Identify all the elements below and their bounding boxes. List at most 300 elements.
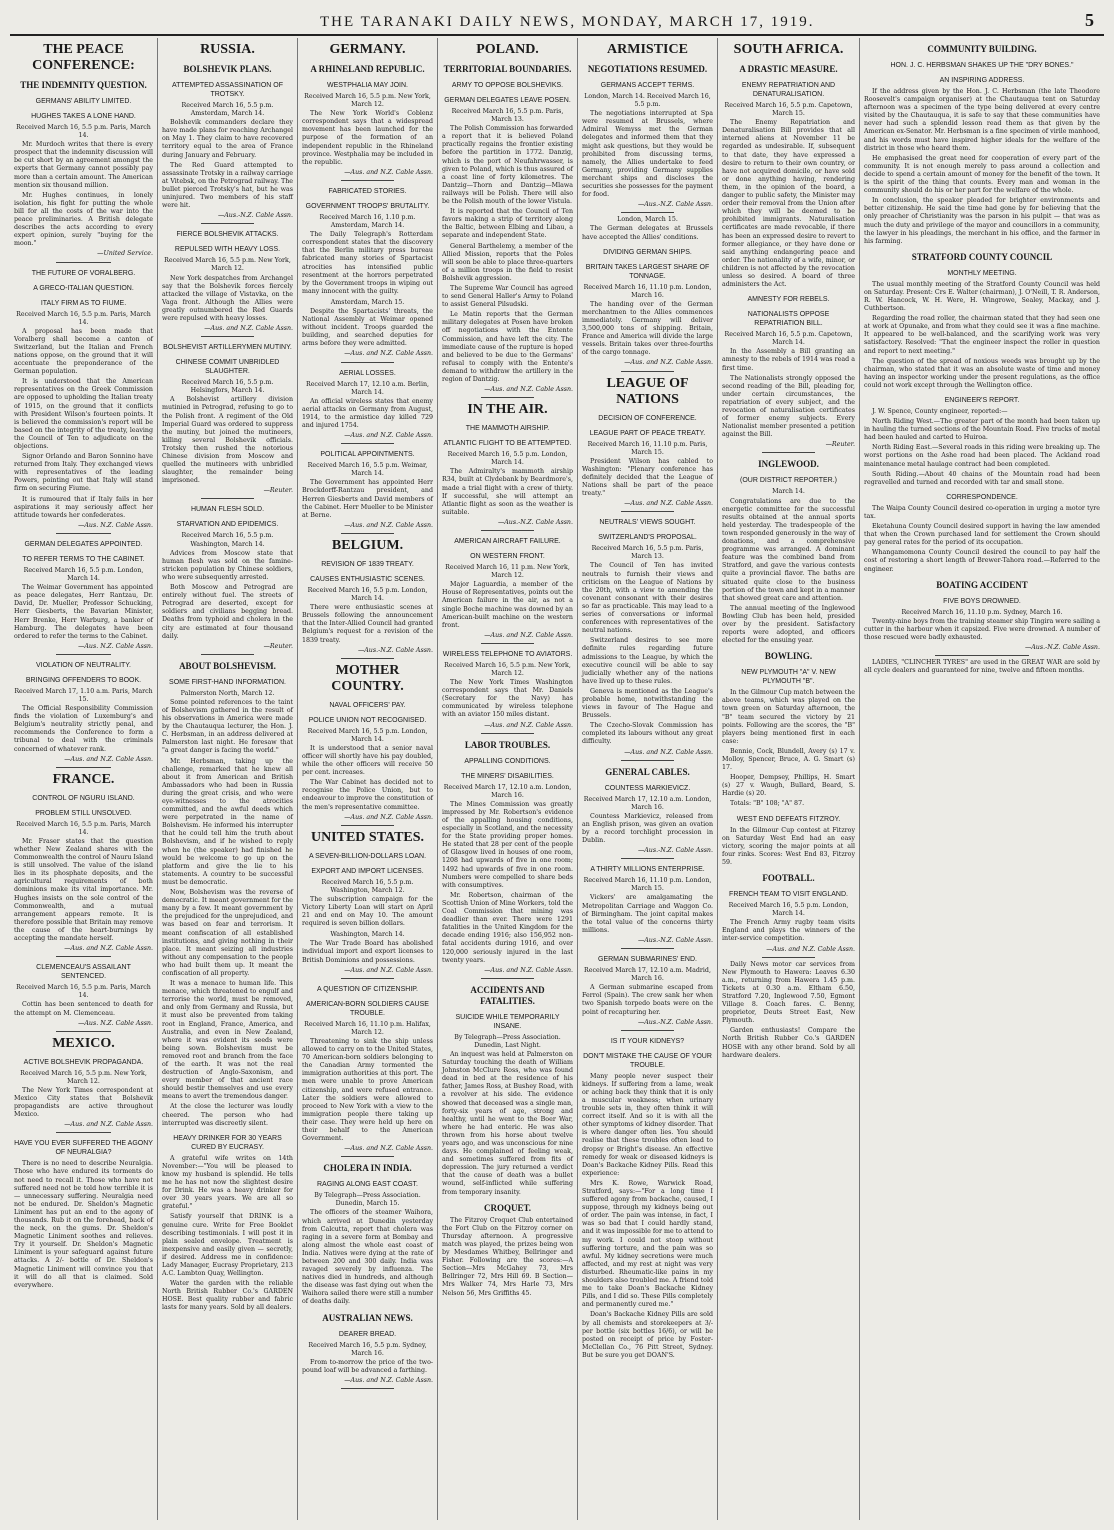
source-credit: —Aus. N.Z. Cable Assn. (78, 521, 153, 529)
article-heading: FOOTBALL. (762, 873, 815, 884)
divider-rule (56, 956, 112, 957)
paragraph: It is understood that the American representatives on the Greek Commission are opposed to upholding the Italian treaty of 1915, on the ground that it conflicts with President Wilson's fourteen points. It is believed the commission's report will be based on the integrity of the treaty, leaving the Council of Ten to adjudicate on the objections. (14, 378, 153, 450)
divider-rule (201, 498, 253, 499)
dateline: London, March 15. (617, 216, 678, 224)
article-heading: ABOUT BOLSHEVISM. (179, 660, 276, 671)
article-subheading: SWITZERLAND'S PROPOSAL. (598, 534, 697, 542)
article-subheading: DIVIDING GERMAN SHIPS. (603, 248, 692, 256)
article-subheading: ATLANTIC FLIGHT TO BE ATTEMPTED. (443, 440, 572, 448)
article-heading: AUSTRALIAN NEWS. (322, 1312, 413, 1323)
source-credit: —Aus. and N.Z. Cable Assn. (64, 945, 153, 953)
article-heading: STRATFORD COUNTY COUNCIL (911, 251, 1053, 262)
paragraph: The Mines Commission was greatly impressed by Mr. Robertson's evidence of the appalling housing conditions, especially in Scotland, and the necessity for the State providing proper homes. He stated that 28 per cent of the people of Glasgow lived in houses of one room, 1208 had upwards of five in one room; 1492 had upwards of five in one room. Numbers were compelled to share beds with consumptives. (442, 800, 573, 889)
dateline: Received March 16, 5.5 p.m. New York, March 12. (164, 257, 291, 273)
source-credit: —Aus. and N.Z. Cable Assn. (344, 521, 433, 529)
divider-rule (762, 957, 815, 958)
source-credit: —Aus. and N.Z. Cable Assn. (624, 500, 713, 508)
article-heading: THE INDEMNITY QUESTION. (20, 80, 147, 90)
article-subheading: BRITAIN TAKES LARGEST SHARE OF TONNAGE. (585, 263, 710, 280)
article-subheading: SUICIDE WHILE TEMPORARILY INSANE. (455, 1013, 560, 1030)
section-heading: MEXICO. (52, 1035, 115, 1051)
paragraph: Regarding the road roller, the chairman stated that they had seen one at work at Opunake, and from what they could see it was a fine machine. It appeared to be well-balanced, and the scarifying work was very satisfactory. Resolved: "That the engineer inspect the roller in question and report to next meeting." (864, 315, 1100, 355)
dateline: Received March 17, 12.10 a.m. Madrid, March 16. (584, 967, 711, 983)
paragraph: At the close the lecturer was loudly cheered. The person who had interrupted was discreetly silent. (162, 1103, 293, 1127)
divider-rule (621, 1030, 673, 1031)
column-4 (438, 38, 578, 1520)
paragraph: The Waipa County Council desired co-operation in urging a motor tyre tax. (864, 504, 1100, 520)
divider-rule (341, 1156, 393, 1157)
paragraph: The usual monthly meeting of the Stratford County Council was held on Saturday. Present: Crs E. Walter (chairman), J. O'Neill, T. R. Anderson, R. W. Hancock, W. H. Were, H. Wingrowe, Sealey, Mackay, and J. Cuthbertson. (864, 280, 1100, 313)
paragraph: Eketahuna County Council desired support in having the law amended that when the Crown purchased land for settlement the Crown should pay general rates for the period of its occupation. (864, 523, 1100, 547)
dateline: Received March 16, 1.10 p.m. Amsterdam, March 14. (319, 213, 416, 230)
dateline: Amsterdam, March 15. (330, 298, 405, 306)
divider-rule (56, 654, 112, 655)
source-credit: —Aus. and N.Z. Cable Assn. (344, 1376, 433, 1384)
divider-rule (621, 858, 673, 859)
article-subheading: GERMAN DELEGATES APPOINTED. (24, 540, 143, 548)
article-subheading: A SEVEN-BILLION-DOLLARS LOAN. (308, 852, 427, 860)
column-body (14, 42, 153, 1290)
source-credit: —Aus. N.Z. Cable Assn. (78, 1019, 153, 1027)
paragraph: He emphasised the great need for cooperation of every part of the community. It is not enough merely to pass around a collection and decide to spend a certain amount of money for the benefit of the town. It is the spirit of the thing that counts. Every man and woman in the community should do his or her part for the welfare of the whole. (864, 154, 1100, 195)
article-subheading: MONTHLY MEETING. (947, 269, 1017, 277)
dateline: Received March 16, 5.5 p.m. London, March 14. (728, 902, 849, 918)
paragraph: The New York Times correspondent at Mexico City states that Bolshevik propagandists are active throughout Mexico. (14, 1086, 153, 1119)
paragraph: Switzerland desires to see more definite rules regarding future admissions to the League, by which the executive council will be able to say judicially whether any of the nations have lived up to these rules. (582, 637, 713, 685)
source-credit: —Aus.-N.Z. Cable Assn. (357, 646, 433, 654)
paragraph: There is no need to describe Neuralgia. Those who have endured its torments do not need to recall it. Those who have not suffered need not be told how terrible it is — unnecessary suffering. Neuralgia need not be endured. Dr. Sheldon's Magnetic Liniment has put an end to the agony of thousands. Rub it on the forehead, back of the neck, on the gums. Dr. Sheldon's Magnetic Liniment soothes and relieves. Try it yourself. Dr. Sheldon's Magnetic Liniment is your safeguard against future attacks. A 2/- bottle of Dr. Sheldon's Magnetic Liniment will convince you that it will do all that is claimed. Sold everywhere. (14, 1160, 153, 1289)
article-subheading: THE MINERS' DISABILITIES. (461, 772, 554, 780)
article-subheading: AMERICAN-BORN SOLDIERS CAUSE TROUBLE. (306, 1000, 429, 1017)
section-heading: POLAND. (476, 42, 539, 57)
paragraph: Twenty-nine boys from the training steamer ship Tingira were sailing a cutter in the harbour when it capsized. Five were drowned. A number of those rescued were badly exhausted. (864, 617, 1100, 641)
source-credit: —Aus. and N.Z. Cable Assn. (344, 432, 433, 440)
divider-rule (621, 371, 673, 372)
paragraph: From to-morrow the price of the two-pound loaf will be advanced a farthing. (302, 1358, 433, 1374)
paragraph: North Riding West.—The greater part of the month had been taken up in hauling the turned sections of the Mountain Road. Five trucks of metal had been hauled and carted to Huiroa. (864, 418, 1100, 442)
section-heading: BELGIUM. (331, 537, 404, 553)
column-body (442, 42, 573, 1298)
dateline: Received March 16, 5.5 p.m. London, March 14. (307, 586, 428, 603)
dateline: Received March 16, 11.10 p.m. Sydney, March 16. (901, 608, 1063, 616)
source-credit: —Aus. and N.Z. Cable Assn. (344, 1145, 433, 1153)
paragraph: Some pointed references to the taint of Bolshevism gathered in the result of his observations in America were made by the Chautauqua lecturer, the Hon. J. C. Herbsman, in an address delivered at Palmerston last night. He foresaw that "a great danger is facing the world." (162, 698, 293, 755)
paragraph: Threatening to sink the ship unless allowed to carry on to the United States, 70 American-born soldiers belonging to the Canadian Army tormented the immigration authorities at this port. The men were unable to prove American citizenship, and were refused entrance. Later the soldiers were allowed to proceed to New York with a view to the immigration people there taking up their case. They were held up here on their behalf to the American Government. (302, 1037, 433, 1143)
source-credit: —Aus. and N.Z. Cable Assn. (344, 813, 433, 821)
source-credit: —Reuter. (825, 441, 855, 449)
paragraph: Vickers' are amalgamating the Metropolitan Carriage and Waggon Co. of Birmingham. The joint capital makes the total value of the concerns thirty millions. (582, 894, 713, 934)
paragraph: The question of the spread of noxious weeds was brought up by the chairman, who stated that it was an absolute waste of time and money having an inspector working under the present regulations, as the office could not work except through the Wellington office. (864, 357, 1100, 389)
dateline: Received March 16, 5.5 p.m. Helsingfors, March 14. (181, 379, 274, 395)
paragraph: Advices from Moscow state that human flesh was sold on the famine-stricken population by Chinese soldiers, who were subsequently arrested. (162, 549, 293, 581)
paragraph: Mr. Hughes continues, in lonely isolation, his fight for putting the whole bill for all the costs of the war into the peace preliminaries. A British delegate describes the acts according to every expert opinion, surely "buying for the moon." (14, 191, 153, 248)
source-credit: —Reuter. (263, 487, 293, 495)
source-credit: —Reuter. (263, 642, 293, 650)
dateline: Received March 16, 5.5 p.m. Paris, March 13. (451, 108, 564, 124)
article-subheading: AN INSPIRING ADDRESS. (939, 77, 1025, 84)
divider-rule (621, 511, 673, 512)
paragraph: Mr. Fraser states that the question whether New Zealand shares with the Commonwealth the control of Nauru Island is still unsolved. The value of the island lies in its phosphate deposits, and the agricultural requirements of both dominions make its vital importance. Mr. Hughes insists on the sole control of the Commonwealth, and a mutual arrangement appears remote. It is therefore possible that Britain may remove the cause of the heart-burnings by accepting the mandate herself. (14, 837, 153, 943)
article-subheading: NATIONALISTS OPPOSE REPATRIATION BILL. (747, 311, 830, 328)
divider-rule (201, 223, 253, 224)
source-credit: —Aus. and N.Z. Cable Assn. (64, 1121, 153, 1129)
dateline: Received March 16, 5.5 p.m. London, March 14. (23, 566, 144, 583)
article-subheading: HUMAN FLESH SOLD. (190, 506, 265, 514)
source-credit: —Aus.-N.Z. Cable Assn. (1024, 643, 1100, 651)
divider-rule (621, 212, 673, 213)
page-number: 5 (1085, 10, 1096, 30)
divider-rule (481, 978, 533, 979)
article-subheading: POLITICAL APPOINTMENTS. (320, 451, 415, 459)
article-subheading: NAVAL OFFICERS' PAY. (329, 701, 406, 709)
paragraph: It is rumoured that if Italy fails in her aspirations it may seriously affect her attitude towards her confederates. (14, 495, 153, 519)
paragraph: President Wilson has cabled to Washington: "Plenary conference has definitely decided that the League of Nations shall be part of the peace treaty." (582, 457, 713, 498)
section-heading: ARMISTICE (607, 42, 688, 57)
article-heading: BOWLING. (764, 651, 813, 662)
dateline: Received March 16, 11 p.m. New York, March 12. (445, 564, 570, 580)
paragraph: The New York World's Coblenz correspondent says that a widespread movement has been launched for the purpose of the formation of an independent republic in the Rhineland province. Westphalia may be included in the republic. (302, 110, 433, 166)
article-subheading: HON. J. C. HERBSMAN SHAKES UP THE "DRY BONES." (890, 62, 1074, 69)
paragraph: The French Army rugby team visits England and plays the winners of the inter-service competition. (722, 919, 855, 943)
article-heading: GENERAL CABLES. (605, 766, 690, 777)
article-subheading: FIERCE BOLSHEVIK ATTACKS. (176, 231, 279, 239)
paragraph: Congratulations are due to the energetic committee for the successful results obtained at the annual sports held yesterday. The tradespeople of the town responded generously in the way of donations, and a comprehensive programme was arranged. A dominant feature was the combined band from Stratford, and gave the various contests quite a provincial flavor. The baths are situated quite close to the business portion of the town and kept in a manner that showed great care and attention. (722, 497, 855, 602)
column-3 (298, 38, 438, 1520)
section-heading: LEAGUE OF NATIONS (606, 375, 689, 407)
section-heading: IN THE AIR. (467, 402, 548, 418)
article-subheading: GERMANS' ABILITY LIMITED. (35, 98, 132, 105)
paragraph: The Government has appointed Herr Brockdorff-Rantzau president, and Herren Giesberts and David members of the Cabinet. Herr Mueller to be Minister at Berne. (302, 479, 433, 519)
paragraph: The handing over of the German merchantmen to the Allies commences immediately. Germany will deliver 3,500,000 tons of shipping. Britain, France and America will divide the large vessels. Britain takes over three-fourths of the cargo tonnage. (582, 300, 713, 357)
article-heading: BOATING ACCIDENT (936, 579, 1028, 590)
paragraph: Daily News motor car services from New Plymouth to Hawera: Leaves 6.30 a.m., returning from Hawera 1.45 p.m. Tickets at 0.30 a.m. Eltham 6.50, Stratford 7.20, Inglewood 7.50, Egmont Village 8. Coach fares. C. Benny, proprietor, Deuts Street East, New Plymouth. (722, 960, 855, 1025)
paragraph: The Official Responsibility Commission finds the violation of Luxemburg's and Belgium's neutrality strictly penal, and recommends the Conference to form a tribunal to deal with the criminals concerned of whatever rank. (14, 705, 153, 753)
paragraph: The officers of the steamer Waihora, which arrived at Dunedin yesterday from Calcutta, report that cholera was raging in a severe form at Bombay and along almost the whole east coast of India. Natives were dying at the rate of between 200 and 300 daily. India was ravaged severely by influenza. The natives died in hundreds, and although the disease was fast dying out when the Waihora sailed there were still a number of deaths daily. (302, 1209, 433, 1306)
article-subheading: BRINGING OFFENDERS TO BOOK. (25, 676, 142, 684)
dateline: Palmerston North, March 12. (180, 689, 275, 697)
source-credit: —Aus. and N.Z. Cable Assn. (484, 966, 573, 974)
article-subheading: A QUESTION OF CITIZENSHIP. (317, 985, 418, 993)
article-heading: A DRASTIC MEASURE. (739, 64, 838, 74)
section-heading: FRANCE. (52, 771, 115, 787)
article-heading: CROQUET. (483, 1202, 532, 1213)
source-credit: —Aus. and N.Z. Cable Assn. (624, 748, 713, 756)
divider-rule (481, 643, 533, 644)
paragraph: A grateful wife writes on 14th November:—"You will be pleased to know my husband is splendid. He tells me he has not now the slightest desire for Drink. He was a heavy drinker for over 30 years years. We are all so grateful." (162, 1154, 293, 1211)
article-subheading: AMERICAN AIRCRAFT FAILURE. (454, 538, 561, 546)
article-subheading: CORRESPONDENCE. (946, 493, 1018, 501)
paragraph: Many people never suspect their kidneys. If suffering from a lame, weak or aching back they think that it is only a muscular weakness; when urinary trouble sets in, they often think it will correct itself. And so it is with all the other symptoms of kidney disorder. That is where danger often lies. You should realise that these troubles often lead to dropsy or Bright's disease. An effective remedy for weak or diseased kidneys is Doan's Backache Kidney Pills. Read this experience: (582, 1072, 713, 1177)
dateline: Received March 16, 11.10 p.m. London, March 15. (583, 877, 712, 893)
dateline: London, March 14. Received March 16, 5.5 p.m. (584, 93, 711, 109)
article-subheading: ENGINEER'S REPORT. (944, 397, 1020, 404)
divider-rule (621, 760, 673, 761)
article-subheading: FIVE BOYS DROWNED. (943, 597, 1021, 605)
paragraph: Signor Orlando and Baron Sonnino have returned from Italy. They exchanged views with representatives of the leading Powers, pointing out that Italy will stand firm on securing Fiume. (14, 453, 153, 493)
source-credit: —United Service. (97, 250, 153, 258)
dateline: March 14. (772, 488, 805, 496)
paragraph: The subscription campaign for the Victory Liberty Loan will start on April 21 and end on May 10. The amount required is seven billion dollars. (302, 895, 433, 928)
article-subheading: EXPORT AND IMPORT LICENSES. (311, 867, 424, 875)
article-subheading: DECISION OF CONFERENCE. (598, 414, 697, 422)
dateline: Received March 16, 5.5 p.m. New York, March 12. (20, 1069, 147, 1085)
divider-rule (56, 1132, 112, 1133)
article-subheading: TO REFER TERMS TO THE CABINET. (22, 555, 145, 563)
paragraph: Now, Bolshevism was the reverse of democratic. It meant government for the many by a few. It meant government by the prejudiced for the unprejudiced, and was based on fear and terrorism. It meant confiscation of all established institutions, and giving nothing in their place. It meant seizing all industries without any compensation to the people who had built them up. It meant the confiscation of all property. (162, 889, 293, 977)
dateline: Received March 16, 5.5 p.m. Sydney, March 16. (308, 1341, 427, 1357)
paragraph: An inquest was held at Palmerston on Saturday touching the death of William Johnston McClure Ross, who was found dead in bed at the residence of his father, James Ross, at Bushey Road, with a revolver at his side. The evidence showed that deceased was a single man, forty-six years of age, strong and healthy, until he went to the Boer War, where he had enteric. He was also thrown from his horse about twelve years ago, and was unconscious for nine days. He complained of feeling weak, and sometimes suffered from fits of depression. The jury returned a verdict that the cause of death was a bullet wound, self-inflicted while suffering from temporary insanity. (442, 1050, 573, 1196)
column-body (864, 44, 1100, 675)
article-subheading: WIRELESS TELEPHONE TO AVIATORS. (442, 650, 573, 658)
divider-rule (481, 733, 533, 734)
paragraph: New York despatches from Archangel say that the Bolshevik forces fiercely attacked the village of Vistavka, on the Vaga front. Although the Allies were greatly outnumbered the Red Guards were repulsed with heavy losses. (162, 274, 293, 322)
paragraph: The Council of Ten has invited neutrals to furnish their views and criticism on the League of Nations by the 20th, with a view to amending the covenant consonant with their desires so far as practicable. This may lead to a series of conversations or informal conferences with representatives of the neutral nations. (582, 562, 713, 635)
divider-rule (201, 654, 253, 655)
divider-rule (201, 336, 253, 337)
column-body (162, 42, 293, 1313)
paragraph: Mr. Robertson, chairman of the Scottish Union of Mine Workers, told the Coal Commission that mining was deadlier than ever. There were 1291 fatalities in the United Kingdom for the decade ending 1916; also 156,952 non-fatal accidents during 1916, and over 120,000 seriously injured in the last twenty years. (442, 891, 573, 964)
divider-rule (481, 530, 533, 531)
paragraph: Le Matin reports that the German military delegates at Posen have broken off negotiations with the Entente Commission, and have left the city. The immediate cause of the rupture is hoped and believed to be due to the Germans' refusal to comply with the Entente's demand to withdraw the artillery in the region of Dantzig. (442, 311, 573, 383)
divider-rule (341, 825, 393, 826)
dateline: Washington, March 14. (330, 931, 405, 939)
dateline: Received March 16, 5.5 p.m. New York, March 12. (304, 93, 431, 109)
paragraph: North Riding East.—Several roads in this riding were breaking up. The worst portions on the Ashe road had been placed. The Ackland road maintenance metal haulage contract had been completed. (864, 444, 1100, 468)
source-credit: —Aus. and N.Z. Cable Assn. (344, 966, 433, 974)
divider-rule (341, 443, 393, 444)
source-credit: —Aus. and N.Z. Cable Assn. (484, 721, 573, 729)
article-subheading: NEW PLYMOUTH "A" V. NEW PLYMOUTH "B". (741, 669, 836, 686)
paragraph: Geneva is mentioned as the League's probable home, notwithstanding the views in favour of The Hague and Brussels. (582, 687, 713, 720)
paragraph: General Barthelemy, a member of the Allied Mission, reports that the Poles will soon be able to place three-quarters of a million troops in the field to resist Bolshevik aggression. (442, 242, 573, 282)
paragraph: Mr. Murdoch writes that there is every prospect that the indemnity discussion will be cut short by an agreement amongst the experts that Germany cannot possibly pay more than a certain amount. The American mention six thousand million. (14, 141, 153, 189)
article-subheading: STARVATION AND EPIDEMICS. (176, 521, 279, 529)
paragraph: Despite the Spartacists' threats, the National Assembly at Weimar opened without incident. Troops guarded the building, and searched deputies for arms before they were admitted. (302, 307, 433, 348)
divider-rule (762, 452, 815, 453)
article-subheading: CLEMENCEAU'S ASSAILANT SENTENCED. (36, 964, 131, 981)
paragraph: In conclusion, the speaker pleaded for brighter environments and better citizenship. He said the time had gone by for believing that the only preacher of Christianity was the parson in his pulpit — that was as much the duty and privilege of the mayor and councillors in a community, the lawyer in his pleadings, the merchant in his office, and the farmer in his farming. (864, 197, 1100, 245)
paragraph: The Polish Commission has forwarded a report that it is believed Poland practically regains the frontier existing before the partition in 1772. Danzig, which is the port of Neufahrwasser, is given to Poland, which is thus assured of a coast line of forty kilometres. The Dantzig—Thorn and Dantzig—Mlawa railways will be Polish. There will also be the Polish mouth of the lower Vistula. (442, 125, 573, 206)
source-credit: —Aus. and N.Z. Cable Assn. (64, 755, 153, 763)
column-body (722, 42, 855, 1060)
dateline: Received March 16, 5.5 p.m. Paris, March 14. (16, 310, 151, 326)
article-subheading: GERMAN DELEGATES LEAVE POSEN. (444, 97, 571, 104)
dateline: Received March 16, 11.10 p.m. London, March 16. (583, 283, 712, 299)
article-subheading: A GRECO-ITALIAN QUESTION. (33, 284, 134, 292)
article-subheading: LEAGUE PART OF PEACE TREATY. (589, 429, 706, 437)
article-heading: A RHINELAND REPUBLIC. (310, 64, 425, 74)
article-heading: INGLEWOOD. (758, 459, 819, 470)
dateline: Received March 16, 5.5 p.m. Washington, March 14. (181, 532, 274, 548)
paragraph: A proposal has been made that Voralberg shall become a canton of Switzerland, but the Italian and French nations oppose, on the ground that it will accentuate the preponderance of the German population. (14, 327, 153, 376)
section-heading: MOTHER COUNTRY. (331, 662, 404, 694)
article-subheading: ATTEMPTED ASSASSINATION OF TROTSKY. (172, 82, 283, 98)
article-subheading: A THIRTY MILLIONS ENTERPRISE. (590, 866, 705, 874)
divider-rule (56, 1031, 112, 1032)
paragraph: The annual meeting of the Inglewood Bowling Club has been held, presided over by the president. Satisfactory reports were adopted, and officers elected for the ensuing year. (722, 604, 855, 645)
paragraph: The Supreme War Council has agreed to send General Haller's Army to Poland to assist General Pilsudski. (442, 284, 573, 309)
paragraph: In the Gilmour Cup contest at Fitzroy on Saturday West End had an easy victory, scoring the major points at all four rinks. Scores: West End 83, Fitzroy 59. (722, 826, 855, 866)
paragraph: Water the garden with the reliable North British Rubber Co.'s GARDEN HOSE. Best quality rubber and fabric lasts for many years. Sold by all dealers. (162, 1280, 293, 1312)
paragraph: A German submarine escaped from Ferrol (Spain). The crew sank her when two Spanish torpedo boats were on the point of recapturing her. (582, 984, 713, 1016)
dateline: By Telegraph—Press Association. Dunedin, March 15. (314, 1192, 421, 1208)
masthead (10, 8, 1104, 36)
paragraph: In the Assembly a Bill granting an amnesty to the rebels of 1914 was read a first time. (722, 348, 855, 372)
paragraph: LADIES, "CLINCHER TYRES" are used in the GREAT WAR are sold by all cycle dealers and guaranteed for nine, twelve and fifteen months. (864, 659, 1100, 675)
dateline: Received March 16, 5.5 p.m. Paris, March 14. (16, 820, 151, 836)
paragraph: Doan's Backache Kidney Pills are sold by all chemists and storekeepers at 3/- per bottle (six bottles 16/6), or will be posted on receipt of price by Foster-McClellan Co., 76 Pitt Street, Sydney. But be sure you get DOAN'S. (582, 1311, 713, 1359)
paragraph: The negotiations interrupted at Spa were resumed at Brussels, where Admiral Wemyss met the German delegates and informed them that they might ask questions, but they would be prohibited from discussing terms, namely, the Allies undertake to feed Germany, providing Germany supplies merchant ships and discloses the securities she possesses for the payment for food. (582, 110, 713, 199)
paragraph: If the address given by the Hon. J. C. Herbsman (the late Theodore Roosevelt's campaign organiser) at the Chautauqua tent on Saturday afternoon was a specimen of the type being delivered at every centre visited by the Chautauqua, it is safe to say that these communities have never had such a splendid lesson read them as that given by the American ex-Senator. Mr. Herbsman is a fine specimen of virile manhood, and his words must have inspired higher ideals for the welfare of the district in those who heard them. (864, 88, 1100, 152)
paragraph: Cottin has been sentenced to death for the attempt on M. Clemenceau. (14, 1001, 153, 1017)
source-credit: —Aus. and N.Z. Cable Assn. (766, 945, 855, 953)
article-subheading: THE MAMMOTH AIRSHIP. (465, 425, 550, 433)
source-credit: —Aus. N.Z. Cable Assn. (78, 642, 153, 650)
dateline: Received March 17, 1.10 a.m. Paris, March 15. (14, 687, 153, 703)
dateline: Received March 16, 5.5 p.m. Paris, March 13. (591, 545, 704, 561)
source-credit: —Aus. and N.Z. Cable Assn. (484, 631, 573, 639)
article-subheading: THE FUTURE OF VORALBERG. (31, 269, 136, 277)
dateline: Received March 16, 11.10 p.m. Paris, March 15. (587, 440, 708, 456)
newspaper-title: THE TARANAKI DAILY NEWS, MONDAY, MARCH 17, 1919. (320, 14, 815, 30)
article-subheading: APPALLING CONDITIONS. (464, 757, 551, 765)
article-subheading: ARMY TO OPPOSE BOLSHEVIKS. (451, 82, 564, 89)
paragraph: Major Laguardia, a member of the House of Representatives, points out the American failure in the air, as not a single Boche machine was downed by an American-built machine on the western front. (442, 581, 573, 629)
paragraph: There were enthusiastic scenes at Brussels following the announcement that the Inter-Allied Council had granted Belgium's request for a revision of the 1839 treaty. (302, 604, 433, 644)
divider-rule (56, 262, 112, 263)
paragraph: Whangamomona County Council desired the council to pay half the cost of restoring a short length of Brewer-Tahora road.—Referred to the engineer. (864, 549, 1100, 573)
article-subheading: SOME FIRST-HAND INFORMATION. (169, 678, 286, 686)
paragraph: Both Moscow and Petrograd are entirely without fuel. The streets of Petrograd are deserted, except for soldiers and civilians begging bread. Deaths from typhoid and cholera in the city are estimated at four thousand daily. (162, 584, 293, 640)
article-subheading: HUGHES TAKES A LONE HAND. (31, 113, 136, 120)
paragraph: South Riding.—About 40 chains of the Mountain road had been regravelled and turned and recorded with tar and small stone. (864, 470, 1100, 486)
paragraph: Mr. Herbsman, taking up the challenge, remarked that he knew all about it from American and British Ambassadors who had been in Russia during the great crisis, and who were eye-witnesses to the atrocities committed, and the awful deeds which were perpetrated in the name of Bolshevism. He informed his interrupter that he could tell him the truth about Bolshevism, and if he wished to reply when he (the speaker) had finished he would be welcome to go up on the platform and give the lie to his statements. A country to be successful must be democratic. (162, 757, 293, 886)
divider-rule (341, 180, 393, 181)
article-subheading: COUNTESS MARKIEVICZ. (604, 784, 691, 792)
article-subheading: DEARER BREAD. (338, 1330, 397, 1338)
paragraph: The War Cabinet has decided not to recognise the Police Union, but to endeavour to improve the constitution of the men's representative committee. (302, 779, 433, 811)
article-subheading: GERMANS ACCEPT TERMS. (600, 82, 695, 89)
article-subheading: DON'T MISTAKE THE CAUSE OF YOUR TROUBLE. (583, 1052, 712, 1069)
article-subheading: RAGING ALONG EAST COAST. (316, 1181, 418, 1189)
section-heading: THE PEACE CONFERENCE: (32, 42, 135, 73)
dateline: Received March 16, 5.5 p.m. London, March 14. (447, 451, 568, 467)
source-credit: —Aus. and N.Z. Cable Assn. (344, 350, 433, 358)
paragraph: It is understood that a senior naval officer will shortly have his pay doubled, while the other officers will receive 50 per cent. increases. (302, 744, 433, 777)
paragraph: Bolshevik commanders declare they have made plans for reaching Archangel on May 1. They claim to have recovered territory equal to the area of France during January and February. (162, 119, 293, 159)
column-2 (158, 38, 298, 1520)
divider-rule (56, 767, 112, 768)
divider-rule (341, 978, 393, 979)
section-heading: RUSSIA. (200, 42, 255, 57)
article-heading: CHOLERA IN INDIA. (323, 1163, 412, 1174)
paragraph: It is reported that the Council of Ten favors making a strip of territory along the Baltic, between Elbing and Libau, a separate and independent State. (442, 208, 573, 240)
article-subheading: WEST END DEFEATS FITZROY. (736, 815, 841, 823)
dateline: Received March 16, 5.5 p.m. Capetown, March 14. (724, 331, 853, 347)
source-credit: —Aus.-N.Z. Cable Assn. (217, 212, 293, 220)
divider-rule (341, 533, 393, 534)
dateline: Received March 17, 12.10 a.m. London, March 16. (443, 783, 572, 799)
source-credit: —Aus.-N.Z. Cable Assn. (637, 201, 713, 209)
article-heading: LABOR TROUBLES. (464, 739, 551, 750)
paragraph: In the Gilmour Cup match between the above teams, which was played on the town green on Saturday afternoon, the "B" team secured the victory by 21 points. Following are the scores, the "B" players being mentioned first in each case: (722, 689, 855, 745)
newspaper-columns (10, 38, 1104, 1520)
article-subheading: HAVE YOU EVER SUFFERED THE AGONY OF NEURALGIA? (14, 1140, 153, 1157)
article-subheading: CAUSES ENTHUSIASTIC SCENES. (310, 575, 425, 583)
divider-rule (341, 1388, 393, 1389)
column-7 (860, 38, 1104, 1520)
paragraph: The New York Times Washington correspondent says that Mr. Daniels (Secretary for the Navy) has communicated by wireless telephone with an aviator 150 miles distant. (442, 679, 573, 719)
article-subheading: BOLSHEVIST ARTILLERYMEN MUTINY. (163, 344, 292, 352)
paragraph: Bennie, Cock, Blundell, Avery (s) 17 v. Molloy, Spencer, Bruce, A. G. Smart (s) 17. (722, 747, 855, 772)
article-subheading: GERMAN SUBMARINES' END. (598, 956, 697, 964)
article-heading: TERRITORIAL BOUNDARIES. (443, 64, 572, 74)
source-credit: —Aus. and N.Z. Cable Assn. (344, 168, 433, 176)
article-subheading: ITALY FIRM AS TO FIUME. (40, 299, 127, 307)
paragraph: The Czecho-Slovak Commission has completed its labours without any great difficulty. (582, 722, 713, 746)
article-subheading: CHINESE COMMIT UNBRIDLED SLAUGHTER. (175, 359, 280, 376)
dateline: Received March 17, 12.10 a.m. London, March 16. (583, 795, 712, 811)
dateline: Received March 16, 5.5 p.m. Capetown, March 15. (724, 102, 853, 118)
source-credit: —Aus.-N.Z. Cable Assn. (637, 847, 713, 855)
article-subheading: FABRICATED STORIES. (328, 187, 407, 195)
article-subheading: ENEMY REPATRIATION AND DENATURALISATION. (741, 82, 836, 98)
article-subheading: WESTPHALIA MAY JOIN. (326, 82, 409, 89)
source-credit: —Aus. and N.Z. Cable Assn. (204, 325, 293, 333)
article-subheading: AMNESTY FOR REBELS. (747, 296, 830, 304)
divider-rule (341, 658, 393, 659)
source-credit: —Aus.-N.Z. Cable Assn. (637, 936, 713, 944)
dateline: Received March 16, 5.5 p.m. Amsterdam, March 14. (181, 102, 274, 118)
paragraph: A Bolshevist artillery division mutinied in Petrograd, refusing to go to the Polish front. A regiment of the Old Imperial Guard was ordered to suppress the mutiny, but joined the mutineers, killing several Bolshevik officials. Trotsky then rushed the notorious Chinese division from Moscow and quelled the mutineers with unbridled slaughter, the remainder being imprisoned. (162, 396, 293, 485)
article-subheading: (OUR DISTRICT REPORTER.) (740, 477, 837, 485)
dateline: Received March 17, 12.10 a.m. Berlin, March 14. (305, 380, 430, 396)
paragraph: The Daily Telegraph's Rotterdam correspondent states that the discovery that the Berlin military press bureau fabricated many stories of Spartacist atrocities has intensified public resentment at the horrors perpetrated by the Government troops in wiping out many innocent with the guilty. (302, 231, 433, 295)
paragraph: Totals: "B" 108; "A" 87. (730, 800, 805, 808)
section-heading: UNITED STATES. (310, 829, 425, 845)
column-1 (10, 38, 158, 1520)
divider-rule (56, 533, 112, 534)
divider-rule (621, 948, 673, 949)
article-subheading: IS IT YOUR KIDNEYS? (610, 1037, 685, 1045)
paragraph: Satisfy yourself that DRINK is a genuine cure. Write for Free Booklet describing testimonials. I will post it in plain sealed envelope. Treatment is inexpensive and easily given — secretly, if desired. Address me in confidence: Lady Manager, Eucrasy Proprietary, 213 A.C. Lambton Quay, Wellington. (162, 1213, 293, 1278)
paragraph: The Weimar Government has appointed as peace delegates, Herr Rantzau, Dr. David, Dr. Mueller, Professor Schucking, Herr Giesberts, the Bavarian Minister, Herr Brenke, Herr Warburg, a banker of Hamburg. The delegates have been ordered to refer the terms to the Cabinet. (14, 584, 153, 640)
paragraph: The War Trade Board has abolished individual import and export licenses to British Dominions and possessions. (302, 940, 433, 964)
dateline: Received March 16, 5.5 p.m. London, March 14. (307, 727, 428, 743)
dateline: Received March 16, 5.5 p.m. New York, March 12. (444, 661, 571, 677)
section-heading: GERMANY. (329, 42, 406, 57)
source-credit: —Aus.-N.Z. Cable Assn. (497, 518, 573, 526)
paragraph: The German delegates at Brussels have accepted the Allies' conditions. (582, 225, 713, 241)
article-heading: NEGOTIATIONS RESUMED. (587, 64, 708, 74)
source-credit: —Aus. and N.Z. Cable Assn. (624, 359, 713, 367)
dateline: Received March 16, 5.5 p.m. Paris, March 14. (16, 124, 151, 140)
article-subheading: ACTIVE BOLSHEVIK PROPAGANDA. (23, 1058, 144, 1066)
divider-rule (341, 362, 393, 363)
source-credit: —Aus. and N.Z. Cable Assn. (484, 386, 573, 394)
article-subheading: AERIAL LOSSES. (339, 369, 396, 377)
article-subheading: CONTROL OF NGURU ISLAND. (32, 794, 135, 802)
article-heading: COMMUNITY BUILDING. (927, 44, 1037, 54)
article-subheading: FRENCH TEAM TO VISIT ENGLAND. (729, 891, 848, 899)
article-subheading: REVISION OF 1839 TREATY. (321, 560, 414, 568)
article-heading: ACCIDENTS AND FATALITIES. (470, 984, 545, 1006)
source-credit: —Aus.-N.Z. Cable Assn. (637, 1018, 713, 1026)
paragraph: The Enemy Repatriation and Denaturalisation Bill provides that all interned aliens at November 11 be regarded as undesirable. If, subsequent to that date, they have expressed a desire to return to their own country, or have not acquired domicile, or have sold or done anything having, rendering them, in the opinion of the board, a danger to public safety, the Minister may order their removal from the Union after which they will be deemed to be prohibited immigrants. Naturalisation certificates are made revocable, if there has been an expressed desire to revert to former allegiance, or they have done or said anything endangering peace and order. The nationality of a wife, minor, or children is not affected by the revocation unless so desired. A board of three administers the Act. (722, 119, 855, 289)
paragraph: The Fitzroy Croquet Club entertained the Fort Club on the Fitzroy corner on Thursday afternoon. A progressive match was played, the prizes being won by Mesdames Whitbey, Bellringer and Fisher. Following are the scores:—A Section—Mrs McGahey 73, Mrs Bellringer 72, Mrs Hill 69. B Section—Mrs Walker 74, Mrs Harle 73, Mrs Nelson 56, Mrs Griffiths 45. (442, 1216, 573, 1297)
article-subheading: HEAVY DRINKER FOR 30 YEARS CURED BY EUCRASY. (173, 1134, 282, 1151)
dateline: Received March 16, 5.5 p.m. Paris, March 14. (16, 984, 151, 1000)
